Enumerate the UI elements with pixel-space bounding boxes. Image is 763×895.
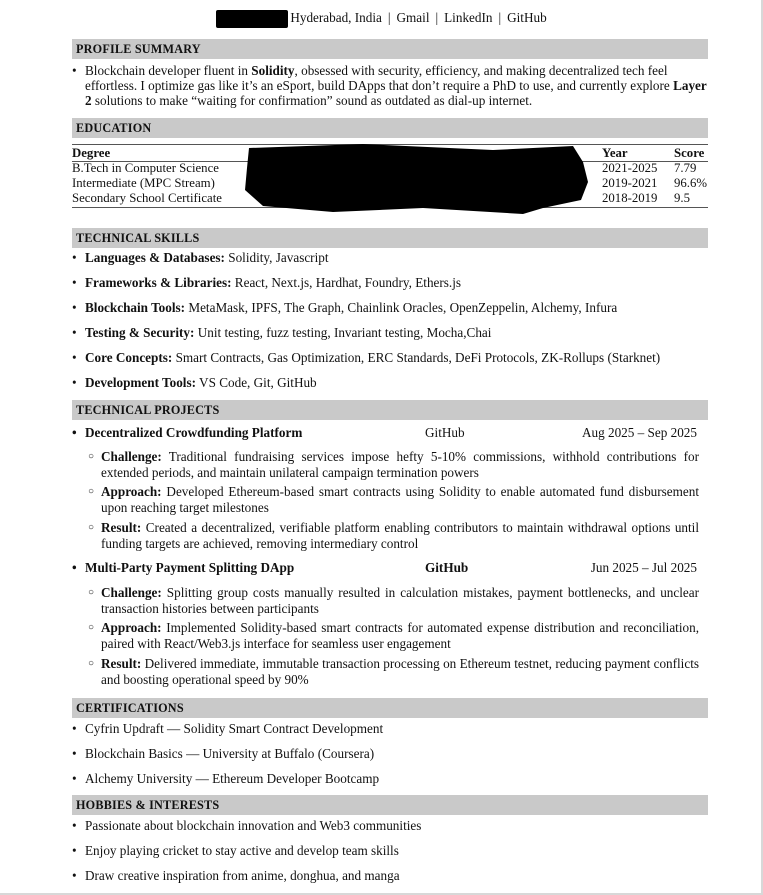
hobby-item: • Draw creative inspiration from anime, donghua, and manga bbox=[72, 868, 400, 883]
project-github-link[interactable]: GitHub bbox=[425, 560, 469, 575]
project-point: ○ Result: Created a decentralized, verifiable platform enabling contributors to maintain withdrawal options until funding targets are achieved, removing intermediary control bbox=[88, 520, 699, 551]
header-score: Score bbox=[674, 146, 705, 160]
skill-label: Core Concepts: bbox=[85, 350, 173, 365]
section-header-skills: TECHNICAL SKILLS bbox=[72, 228, 708, 248]
profile-bold: Solidity bbox=[251, 63, 295, 78]
certification-item: • Alchemy University — Ethereum Developer Bootcamp bbox=[72, 771, 380, 786]
separator: | bbox=[435, 10, 439, 26]
point-text: Created a decentralized, verifiable platform enabling contributors to maintain withdrawal options until funding targets are achieved, removing intermediary control bbox=[101, 520, 699, 551]
degree-cell: Secondary School Certificate bbox=[72, 191, 222, 205]
project-point: ○ Approach: Developed Ethereum-based smart contracts using Solidity to enable automated fund disbursement upon reaching target milestones bbox=[88, 484, 699, 515]
project-github-link[interactable]: GitHub bbox=[425, 425, 465, 440]
separator: | bbox=[498, 10, 502, 26]
point-label: Result: bbox=[101, 520, 142, 535]
section-header-education: EDUCATION bbox=[72, 118, 708, 138]
score-cell: 7.79 bbox=[674, 161, 697, 175]
point-label: Approach: bbox=[101, 484, 162, 499]
section-header-certifications: CERTIFICATIONS bbox=[72, 698, 708, 718]
certification-item: • Cyfrin Updraft — Solidity Smart Contract Development bbox=[72, 721, 384, 736]
skill-label: Testing & Security: bbox=[85, 325, 195, 340]
degree-cell: Intermediate (MPC Stream) bbox=[72, 176, 215, 190]
point-text: Developed Ethereum-based smart contracts using Solidity to enable automated fund disbursement upon reaching target milestones bbox=[101, 484, 699, 515]
skill-value: VS Code, Git, GitHub bbox=[196, 375, 317, 390]
skill-value: Smart Contracts, Gas Optimization, ERC Standards, DeFi Protocols, ZK-Rollups (Starknet) bbox=[172, 350, 661, 365]
section-header-projects: TECHNICAL PROJECTS bbox=[72, 400, 708, 420]
point-label: Approach: bbox=[101, 620, 162, 635]
score-cell: 9.5 bbox=[674, 191, 690, 205]
score-cell: 96.6% bbox=[674, 176, 708, 190]
skill-value: Solidity, Javascript bbox=[224, 250, 329, 265]
skill-label: Blockchain Tools: bbox=[85, 300, 186, 315]
skill-item: • Blockchain Tools: MetaMask, IPFS, The Graph, Chainlink Oracles, OpenZeppelin, Alchemy, Infura bbox=[72, 300, 618, 315]
profile-text: , obsessed with security, efficiency, and making decentralized tech feel effortless. I optimize gas like it’s an eSport, build DApps that don’t require a PhD to use, and currently explore bbox=[85, 63, 674, 93]
skill-value: MetaMask, IPFS, The Graph, Chainlink Oracles, OpenZeppelin, Alchemy, Infura bbox=[185, 300, 618, 315]
project-dates: Aug 2025 – Sep 2025 bbox=[581, 425, 697, 440]
year-cell: 2021-2025 bbox=[602, 161, 658, 175]
profile-text: solutions to make “waiting for confirmation” sound as outdated as dial-up internet. bbox=[91, 93, 533, 108]
certification-item: • Blockchain Basics — University at Buffalo (Coursera) bbox=[72, 746, 375, 761]
project-point: ○ Challenge: Splitting group costs manually resulted in calculation mistakes, payment bottlenecks, and unclear transaction histories between participants bbox=[88, 585, 699, 616]
gmail-link[interactable]: Gmail bbox=[396, 10, 430, 26]
linkedin-link[interactable]: LinkedIn bbox=[444, 10, 493, 26]
skill-item: • Frameworks & Libraries: React, Next.js, Hardhat, Foundry, Ethers.js bbox=[72, 275, 462, 290]
separator: | bbox=[387, 10, 391, 26]
year-cell: 2019-2021 bbox=[602, 176, 658, 190]
header-degree: Degree bbox=[72, 146, 111, 160]
header-year: Year bbox=[602, 146, 628, 160]
skill-value: React, Next.js, Hardhat, Foundry, Ethers.js bbox=[231, 275, 462, 290]
year-cell: 2018-2019 bbox=[602, 191, 658, 205]
skill-label: Development Tools: bbox=[85, 375, 196, 390]
profile-summary bbox=[85, 63, 707, 108]
degree-cell: B.Tech in Computer Science bbox=[72, 161, 219, 175]
point-text: Delivered immediate, immutable transaction processing on Ethereum testnet, reducing payment conflicts and boosting operational speed by 90% bbox=[101, 656, 699, 687]
profile-bullet: • bbox=[72, 63, 77, 78]
skill-item: • Development Tools: VS Code, Git, GitHub bbox=[72, 375, 317, 390]
point-text: Traditional fundraising services impose hefty 5-10% commissions, withhold contributions for extended periods, and maintain unilateral campaign termination powers bbox=[101, 449, 699, 480]
redacted-name bbox=[216, 10, 288, 28]
point-label: Challenge: bbox=[101, 585, 162, 600]
point-text: Splitting group costs manually resulted in calculation mistakes, payment bottlenecks, and unclear transaction histories between participants bbox=[101, 585, 699, 616]
redacted-institutions bbox=[243, 142, 588, 214]
location: Hyderabad, India bbox=[290, 10, 382, 26]
skill-item: • Core Concepts: Smart Contracts, Gas Optimization, ERC Standards, DeFi Protocols, ZK-Rollups (Starknet) bbox=[72, 350, 661, 365]
section-header-hobbies: HOBBIES & INTERESTS bbox=[72, 795, 708, 815]
project-title: • Decentralized Crowdfunding Platform bbox=[72, 425, 303, 440]
skill-label: Frameworks & Libraries: bbox=[85, 275, 232, 290]
project-dates: Jun 2025 – Jul 2025 bbox=[590, 560, 697, 575]
skill-item: • Languages & Databases: Solidity, Javascript bbox=[72, 250, 329, 265]
project-point: ○ Approach: Implemented Solidity-based smart contracts for automated expense distribution and reconciliation, paired with React/Web3.js interface for seamless user engagement bbox=[88, 620, 699, 651]
section-header-profile: PROFILE SUMMARY bbox=[72, 39, 708, 59]
point-label: Result: bbox=[101, 656, 142, 671]
project-title: • Multi-Party Payment Splitting DApp bbox=[72, 560, 295, 575]
point-text: Implemented Solidity-based smart contracts for automated expense distribution and reconciliation, paired with React/Web3.js interface for seamless user engagement bbox=[101, 620, 699, 651]
project-point: ○ Challenge: Traditional fundraising services impose hefty 5-10% commissions, withhold contributions for extended periods, and maintain unilateral campaign termination powers bbox=[88, 449, 699, 480]
skill-item: • Testing & Security: Unit testing, fuzz testing, Invariant testing, Mocha,Chai bbox=[72, 325, 492, 340]
skill-value: Unit testing, fuzz testing, Invariant testing, Mocha,Chai bbox=[194, 325, 492, 340]
skill-label: Languages & Databases: bbox=[85, 250, 225, 265]
github-link[interactable]: GitHub bbox=[507, 10, 547, 26]
point-label: Challenge: bbox=[101, 449, 162, 464]
profile-bold: Layer 2 bbox=[85, 78, 707, 108]
profile-text: Blockchain developer fluent in bbox=[85, 63, 252, 78]
contact-header bbox=[0, 10, 763, 28]
hobby-item: • Passionate about blockchain innovation and Web3 communities bbox=[72, 818, 422, 833]
hobby-item: • Enjoy playing cricket to stay active and develop team skills bbox=[72, 843, 399, 858]
project-point: ○ Result: Delivered immediate, immutable transaction processing on Ethereum testnet, reducing payment conflicts and boosting operational speed by 90% bbox=[88, 656, 699, 687]
